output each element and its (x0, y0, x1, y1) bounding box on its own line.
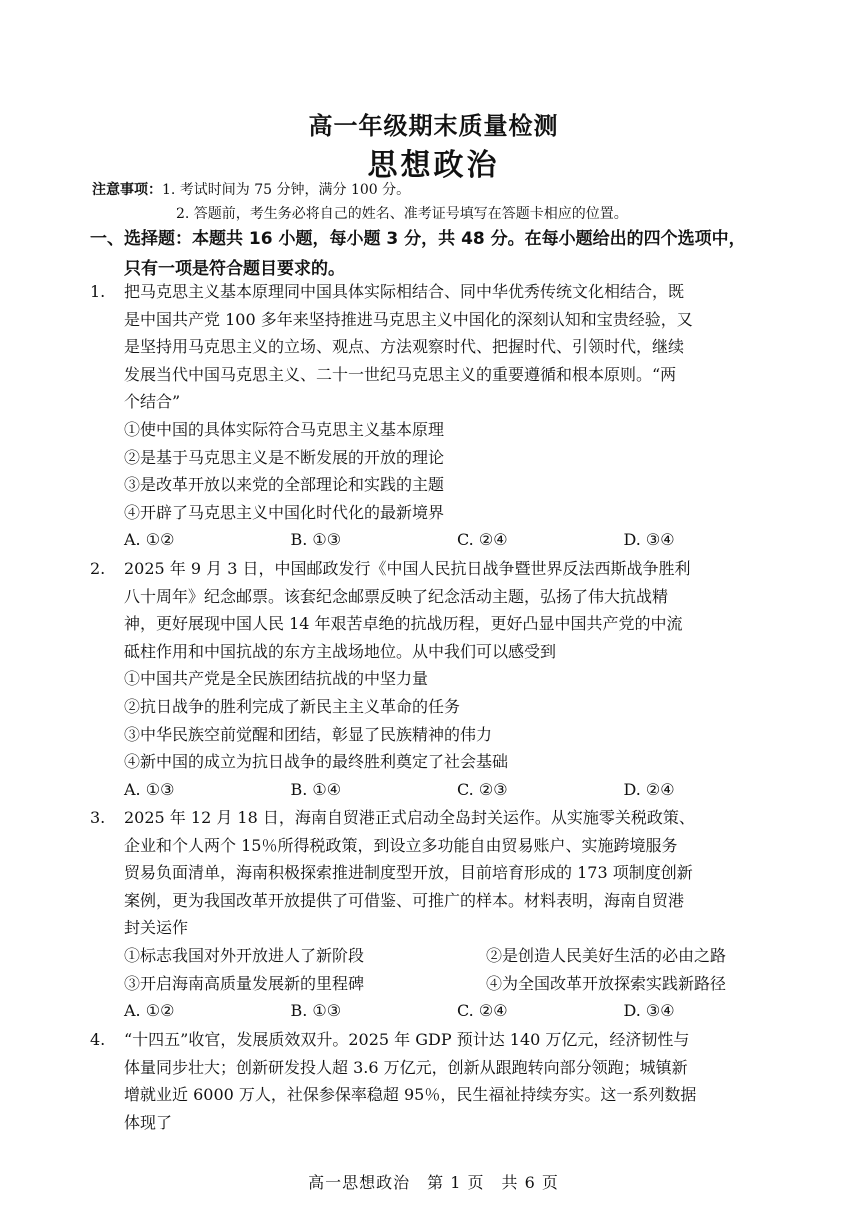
answer-choice-c: C. ②③ (457, 779, 508, 799)
page-footer: 高一思想政治 第 1 页 共 6 页 (308, 1173, 559, 1192)
question-stem-line: 个结合” (124, 392, 181, 412)
answer-choice-c: C. ②④ (457, 1001, 508, 1021)
question-3 (90, 804, 790, 1025)
question-stem-line: 砥柱作用和中国抗战的东方主战场地位。从中我们可以感受到 (124, 641, 557, 661)
statement-option: ①使中国的具体实际符合马克思主义基本原理 (124, 419, 445, 439)
answer-choice-d: D. ③④ (623, 1001, 675, 1021)
subject-title: 思想政治 (367, 148, 500, 183)
statement-option: ②抗日战争的胜利完成了新民主主义革命的任务 (124, 696, 461, 716)
statement-option: ②是基于马克思主义是不断发展的开放的理论 (124, 447, 445, 467)
question-stem-line: 2025 年 12 月 18 日，海南自贸港正式启动全岛封关运作。从实施零关税政策、 (124, 808, 695, 827)
question-number: 3. (90, 808, 106, 827)
question-stem-line: 神，更好展现中国人民 14 年艰苦卓绝的抗战历程，更好凸显中国共产党的中流 (124, 614, 683, 634)
question-stem-line: 案例，更为我国改革开放提供了可借鉴、可推广的样本。材料表明，海南自贸港 (124, 890, 685, 910)
answer-choice-d: D. ③④ (623, 530, 675, 550)
statement-option: ①标志我国对外开放进人了新阶段 (124, 945, 365, 965)
section-heading (90, 224, 790, 284)
answer-choice-a: A. ①② (124, 1001, 175, 1021)
answer-choice-b: B. ①③ (290, 530, 342, 550)
answer-choice-b: B. ①④ (290, 779, 342, 799)
statement-option: ④为全国改革开放探索实践新路径 (486, 973, 727, 993)
question-stem-line: 是坚持用马克思主义的立场、观点、方法观察时代、把握时代、引领时代，继续 (124, 337, 685, 357)
answer-choice-c: C. ②④ (457, 530, 508, 550)
instructions-lead: 注意事项： (92, 182, 162, 198)
statement-option: ③中华民族空前觉醒和团结，彰显了民族精神的伟力 (124, 724, 493, 744)
question-stem-line: 贸易负面清单，海南积极探索推进制度型开放，目前培育形成的 173 项制度创新 (124, 863, 693, 883)
section-line: 只有一项是符合题目要求的。 (124, 259, 345, 279)
statement-option: ①中国共产党是全民族团结抗战的中坚力量 (124, 669, 429, 689)
statement-option: ③是改革开放以来党的全部理论和实践的主题 (124, 475, 445, 495)
question-4 (90, 1026, 790, 1136)
answer-choice-b: B. ①③ (290, 1001, 342, 1021)
question-stem-line: 发展当代中国马克思主义、二十一世纪马克思主义的重要遵循和根本原则。“两 (124, 364, 677, 384)
question-2 (90, 555, 790, 803)
question-stem-line: 体量同步壮大；创新研发投人超 3.6 万亿元，创新从跟跑转向部分领跑；城镇新 (124, 1057, 688, 1077)
question-stem-line: 封关运作 (124, 918, 189, 938)
question-stem-line: 2025 年 9 月 3 日，中国邮政发行《中国人民抗日战争暨世界反法西斯战争胜利 (124, 559, 691, 578)
instruction-item: 2. 答题前，考生务必将自己的姓名、准考证号填写在答题卡相应的位置。 (176, 206, 628, 222)
answer-choices (90, 997, 790, 1025)
statement-option-row (90, 970, 790, 998)
answer-choice-a: A. ①③ (124, 779, 175, 799)
question-stem-line: 体现了 (124, 1112, 173, 1132)
instructions (92, 178, 628, 226)
question-number: 4. (90, 1030, 106, 1049)
question-stem-line: 把马克思主义基本原理同中国具体实际相结合、同中华优秀传统文化相结合，既 (124, 282, 685, 301)
question-stem-line: 企业和个人两个 15％所得税政策，到设立多功能自由贸易账户、实施跨境服务 (124, 835, 678, 855)
section-line: 一、选择题：本题共 16 小题，每小题 3 分，共 48 分。在每小题给出的四个选项中， (90, 229, 746, 249)
statement-option: ④开辟了马克思主义中国化时代化的最新境界 (124, 502, 445, 522)
statement-option: ③开启海南高质量发展新的里程碑 (124, 973, 365, 993)
question-number: 1. (90, 282, 106, 301)
statement-option: ④新中国的成立为抗日战争的最终胜利奠定了社会基础 (124, 752, 509, 772)
answer-choice-d: D. ②④ (623, 779, 675, 799)
statement-option-row (90, 942, 790, 970)
question-stem-line: “十四五”收官，发展质效双升。2025 年 GDP 预计达 140 万亿元，经济韧性与 (124, 1030, 690, 1049)
answer-choices (90, 526, 790, 554)
instruction-item: 1. 考试时间为 75 分钟，满分 100 分。 (162, 182, 411, 198)
question-1 (90, 278, 790, 554)
question-number: 2. (90, 559, 106, 578)
statement-option: ②是创造人民美好生活的必由之路 (486, 945, 727, 965)
question-stem-line: 是中国共产党 100 多年来坚持推进马克思主义中国化的深刻认知和宝贵经验，又 (124, 309, 693, 329)
exam-title: 高一年级期末质量检测 (308, 112, 559, 140)
question-stem-line: 八十周年》纪念邮票。该套纪念邮票反映了纪念活动主题，弘扬了伟大抗战精 (124, 586, 669, 606)
answer-choice-a: A. ①② (124, 530, 175, 550)
question-stem-line: 增就业近 6000 万人，社保参保率稳超 95％，民生福祉持续夯实。这一系列数据 (124, 1085, 697, 1105)
answer-choices (90, 776, 790, 804)
